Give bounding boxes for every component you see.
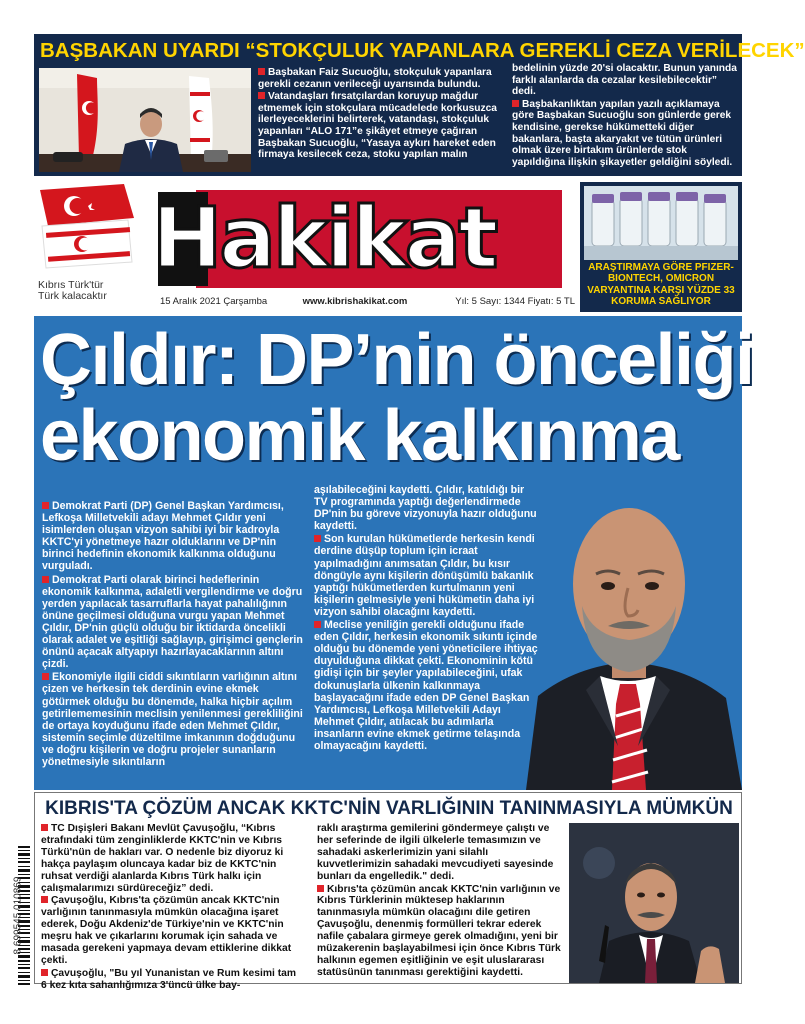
bottom-story-column-2: [317, 823, 563, 983]
slogan: [38, 280, 158, 302]
politician-photo-illustration: [516, 476, 742, 790]
vaccine-vials-photo: [584, 186, 738, 260]
bullet-icon: [512, 100, 519, 107]
barcode-number: 8 699545 010869: [12, 876, 24, 955]
paragraph: bedelinin yüzde 20'si olacaktır. Bunun yanında farklı alanlarda da cezalar kesilebilecektir” dedi.: [512, 63, 737, 98]
logo-text: Hakikat: [152, 189, 496, 287]
minister-photo-illustration: [569, 823, 739, 983]
paragraph: Ekonomiyle ilgili ciddi sıkıntıların varlığının altını çizen ve herkesin tek derdinin evine ekmek götürmek olduğu bu dönemde, halka hiçbir açılım getirilememesinin meclisin yenilenmesi gerekliliğini de ortaya koyduğunu ifade eden Mehmet Çıldır, sistemin seçimle düzeltilme imkanının doğduğunu ve doğru kişilerin ve doğru projeler sunanların yönetmesiyle sıkıntıların: [42, 671, 303, 768]
paragraph: Son kurulan hükümetlerde herkesin kendi derdine düşüp toplum için icraat yapılmadığını anımsatan Çıldır, bu kısır döngüyle aynı kişilerin dönüşümlü bakanlık yaptığı hükümetlerden kurtulmanın yeni kişilerin gelmesiyle yeni hükümetin daha iyi vizyon sahibi olacağını kaydetti.: [314, 533, 535, 618]
paragraph: Çavuşoğlu, Kıbrıs'ta çözümün ancak KKTC'nin varlığının tanınmasıyla mümkün olacağına işaret ederek, Doğu Akdeniz'de Türkiye'nin ve KKTC'nin meşru hak ve çıkarlarını korumak için sahada ve masada gerekeni yapmaya devam ettiklerine dikkat çekti.: [41, 895, 292, 966]
paragraph: TC Dışişleri Bakanı Mevlüt Çavuşoğlu, “Kıbrıs etrafındaki tüm zenginliklerde KKTC'nin ve Kıbrıs Türkü'nün de hakları var. O nedenle biz diyoruz ki hakça paylaşım oluncaya kadar biz de KKTC'nin ruhsat verdiği alanlarda Kıbrıs Türk halkı için çalışmalarımızı sürdüreceğiz” dedi.: [41, 823, 284, 894]
slogan-line-2: Türk kalacaktır: [38, 290, 107, 302]
main-story-column-1: [42, 500, 308, 786]
bullet-icon: [317, 885, 324, 892]
paragraph: Başbakanlıktan yapılan yazılı açıklamaya göre Başbakan Sucuoğlu son günlerde gerek kendisine, gerekse hükümetteki diğer bakanlara, başta akaryakıt ve tütün ürünleri olmak üzere birtakım ürünlerde stok yapıldığına ilişkin şikayetler geldiğini söyledi.: [512, 98, 733, 168]
main-story-column-2: [314, 484, 538, 786]
paragraph: Demokrat Parti olarak birinci hedeflerinin ekonomik kalkınma, adaletli vergilendirme ve doğru yerden yapılacak tasarruflarla hayat pahalılığının önüne geçilmesi olduğuna vurgu yapan Mehmet Çıldır, DP'nin güçlü olduğu bir iktidarda öncelikli olarak adalet ve eşitliği sağlayıp, girişimci gençlerin önünü açacak altyapıyı hazırlayacaklarının altını çizdi.: [42, 573, 303, 671]
top-banner: [34, 34, 805, 176]
paragraph: Demokrat Parti (DP) Genel Başkan Yardımcısı, Lefkoşa Milletvekili adayı Mehmet Çıldır yeni isimlerden oluşan vizyon sahibi iyi bir kadroyla KKTC'yi yönetmeye hazır olduklarını ve DP'nin birinci hedefinin ekonomik kalkınma olduğunu vurguladı.: [42, 500, 284, 573]
bullet-icon: [41, 969, 48, 976]
bottom-headline: KIBRIS'TA ÇÖZÜM ANCAK KKTC'NİN VARLIĞININ TANINMASIYLA MÜMKÜN: [45, 798, 733, 819]
pm-photo: [39, 68, 251, 172]
slogan-line-1: Kıbrıs Türk'tür: [38, 279, 104, 291]
politician-photo: [516, 476, 742, 790]
bullet-icon: [314, 621, 321, 628]
bullet-icon: [41, 896, 48, 903]
newspaper-logo: [152, 190, 562, 290]
bullet-icon: [42, 673, 49, 680]
pm-photo-illustration: [39, 68, 251, 172]
top-story-column-2: [512, 63, 738, 173]
paragraph: Başbakan Faiz Sucuoğlu, stokçuluk yapanlara gerekli cezanın verileceği uyarısında bulundu.: [258, 67, 492, 90]
side-news-headline: ARAŞTIRMAYA GÖRE PFIZER-BIONTECH, OMICRON VARYANTINA KARŞI YÜZDE 33 KORUMA SAĞLIYOR: [587, 262, 735, 308]
main-headline-line-2: ekonomik kalkınma: [40, 396, 679, 476]
paragraph: Meclise yeniliğin gerekli olduğunu ifade eden Çıldır, herkesin ekonomik sıkıntı içinde olduğu bu dönemde yeni yöneticilere ihtiyaç duyulduğuna dikkat çekti. Ekonominin kötü gidişi için bir şeyler yapılabileceğini, ufak dokunuşlarla ülkenin kalkınmaya başlayacağını ifade eden DP Genel Başkan Yardımcısı, Lefkoşa Milletvekili Adayı Mehmet Çıldır, atılacak bu adımlarla insanların evine ekmek getirme telaşında olmayacağını kaydetti.: [314, 619, 538, 752]
bullet-icon: [42, 502, 49, 509]
paragraph: Vatandaşları fırsatçılardan koruyup mağdur etmemek için stokçulara mücadelede korkusuzca ilerleyeceklerini belirterek, vatandaşı, stokçuluk yapanları “ALO 171”e şikâyet etmeye çağıran Başbakan Sucuoğlu, “Yasaya aykırı hareket eden firmaya kesilecek ceza, stoku yapılan malın: [258, 91, 497, 161]
bottom-story-column-1: [41, 823, 303, 991]
bullet-icon: [41, 824, 48, 831]
flags-icon: [38, 182, 136, 280]
paragraph: aşılabileceğini kaydetti. Çıldır, katıldığı bir TV programında yaptığı değerlendirmede DP'nin bu göreve vizyonuyla hazır olduğunu kaydetti.: [314, 484, 537, 533]
minister-photo: [569, 823, 739, 983]
bullet-icon: [258, 92, 265, 99]
paragraph: raklı araştırma gemilerini göndermeye çalıştı ve her seferinde de ilgili ülkelerle temasımızın ve sahadaki askerlerimizin yani silahlı kuvvetlerimizin sahadaki mevcudiyeti sayesinde bunları da engelledik." dedi.: [317, 823, 554, 882]
website-link[interactable]: www.kibrishakikat.com: [302, 296, 408, 307]
issue-info-line: [160, 296, 574, 307]
masthead: [34, 178, 742, 312]
bottom-story: [34, 792, 742, 991]
bullet-icon: [314, 535, 321, 542]
issue-number-price: Yıl: 5 Sayı: 1344 Fiyatı: 5 TL: [455, 296, 575, 307]
flags-emblem: [38, 182, 136, 280]
paragraph: Kıbrıs'ta çözümün ancak KKTC'nin varlığının ve Kıbrıs Türklerinin müktesep haklarının tanınmasıyla mümkün olacağını dile getiren Çavuşoğlu, denenmiş formülleri tekrar ederek nafile çabalara girmeye gerek olmadığını, yeni bir müzakerenin başlayabilmesi için önce Kıbrıs Türk halkının egemen eşitliğinin ve eşit uluslararası statüsünün tanınması gerektiğini kaydetti.: [317, 883, 561, 978]
top-story-column-1: [258, 67, 502, 173]
main-story: [34, 316, 754, 790]
top-headline: BAŞBAKAN UYARDI “STOKÇULUK YAPANLARA GEREKLİ CEZA VERİLECEK”: [40, 39, 805, 62]
side-news-box: [580, 182, 742, 312]
vaccine-vials-illustration: [584, 186, 738, 260]
main-headline: [40, 320, 754, 476]
main-headline-line-1: Çıldır: DP’nin önceliği: [40, 320, 754, 400]
paragraph: Çavuşoğlu, "Bu yıl Yunanistan ve Rum kesimi tam 6 kez kıta sahanlığımıza 3'üncü ülke bay-: [41, 967, 297, 991]
issue-date: 15 Aralık 2021 Çarşamba: [160, 296, 268, 307]
bullet-icon: [42, 576, 49, 583]
bullet-icon: [258, 68, 265, 75]
